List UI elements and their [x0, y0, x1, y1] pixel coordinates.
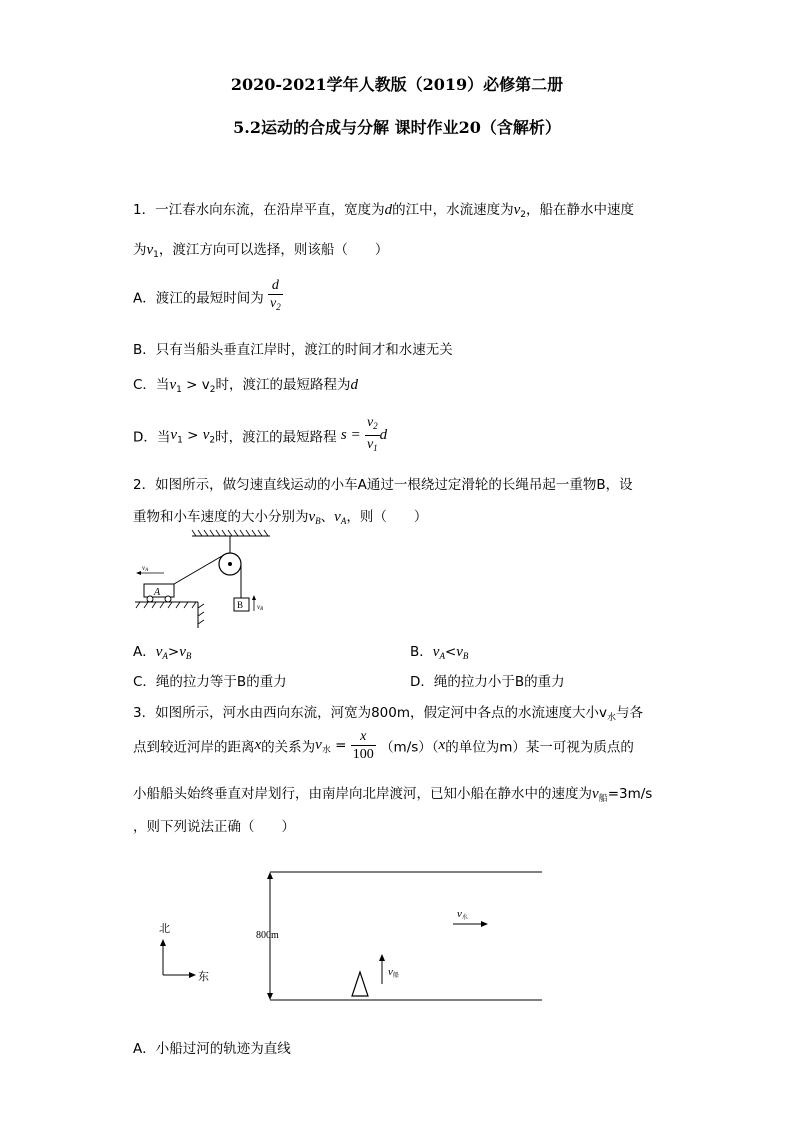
fraction-d-over-v2: $\frac{d}{v_2}$ [270, 278, 281, 312]
vb-label: vB [257, 603, 264, 612]
boat [352, 972, 368, 996]
q1-stem-line2: 为$v_1$，渡江方向可以选择，则该船（ ） [133, 242, 389, 260]
fraction-v2-over-v1: $\frac{v_2}{v_1}$ [366, 415, 378, 453]
q3-stem-line3: 小船船头始终垂直对岸划行，由南岸向北岸渡河，已知小船在静水中的速度为$v_船=3m/s$ [133, 786, 653, 804]
rope-to-car [174, 556, 222, 584]
va-label: vA [142, 564, 149, 573]
q3-river-figure [150, 862, 550, 1007]
fraction-x-over-100: $\frac{x}{100}$ [352, 729, 374, 762]
q1-option-b: B．只有当船头垂直江岸时，渡江的时间才和水速无关 [133, 342, 453, 358]
q2-option-a: A．$v_A>v_B$ [133, 644, 192, 661]
car-a-label: A [154, 587, 161, 598]
east-label: 东 [198, 971, 209, 983]
q3-stem-line2: 点到较近河岸的距离x的关系为$v_水$ = $\frac{x}{100}$ （m/s）（x的单位为m）某一可视为质点的 [133, 729, 634, 762]
boat-velocity-label: v船 [388, 966, 399, 979]
q2-pulley-figure [130, 528, 290, 633]
q1-stem-line1: 1．一江春水向东流，在沿岸平直，宽度为d的江中，水流速度为$v_2$，船在静水中速度 [133, 202, 634, 220]
page-title-line1: 2020-2021学年人教版（2019）必修第二册 [230, 75, 564, 94]
weight-b-label: B [237, 600, 244, 610]
q2-stem-line2: 重物和小车速度的大小分别为$v_B$、$v_A$，则（ ） [133, 509, 428, 526]
q2-option-d: D．绳的拉力小于B的重力 [410, 674, 565, 690]
north-label: 北 [159, 923, 170, 935]
q3-option-a: A．小船过河的轨迹为直线 [133, 1041, 291, 1057]
river-width-label: 800m [256, 930, 279, 941]
water-velocity-label: v水 [457, 908, 468, 921]
q2-option-b: B．$v_A<v_B$ [410, 644, 469, 661]
q3-stem-line4: ，则下列说法正确（ ） [133, 819, 295, 835]
page-title-line2: 5.2运动的合成与分解 课时作业20（含解析） [233, 118, 561, 137]
q1-option-c: C．当$v_1 > v_2$时，渡江的最短路程为d [133, 377, 358, 395]
q2-stem-line1: 2．如图所示，做匀速直线运动的小车A通过一根绕过定滑轮的长绳吊起一重物B，设 [133, 477, 633, 493]
q3-stem-line1: 3．如图所示，河水由西向东流，河宽为800m，假定河中各点的水流速度大小$v_水$与各 [133, 705, 644, 723]
q1-option-a: A．渡江的最短时间为 $\frac{d}{v_2}$ [133, 277, 283, 316]
q1-option-d: D．当$v_1 > v_2$时，渡江的最短路程 s = $\frac{v_2}{v_1}$ d [133, 414, 387, 457]
q2-option-c: C．绳的拉力等于B的重力 [133, 674, 287, 690]
